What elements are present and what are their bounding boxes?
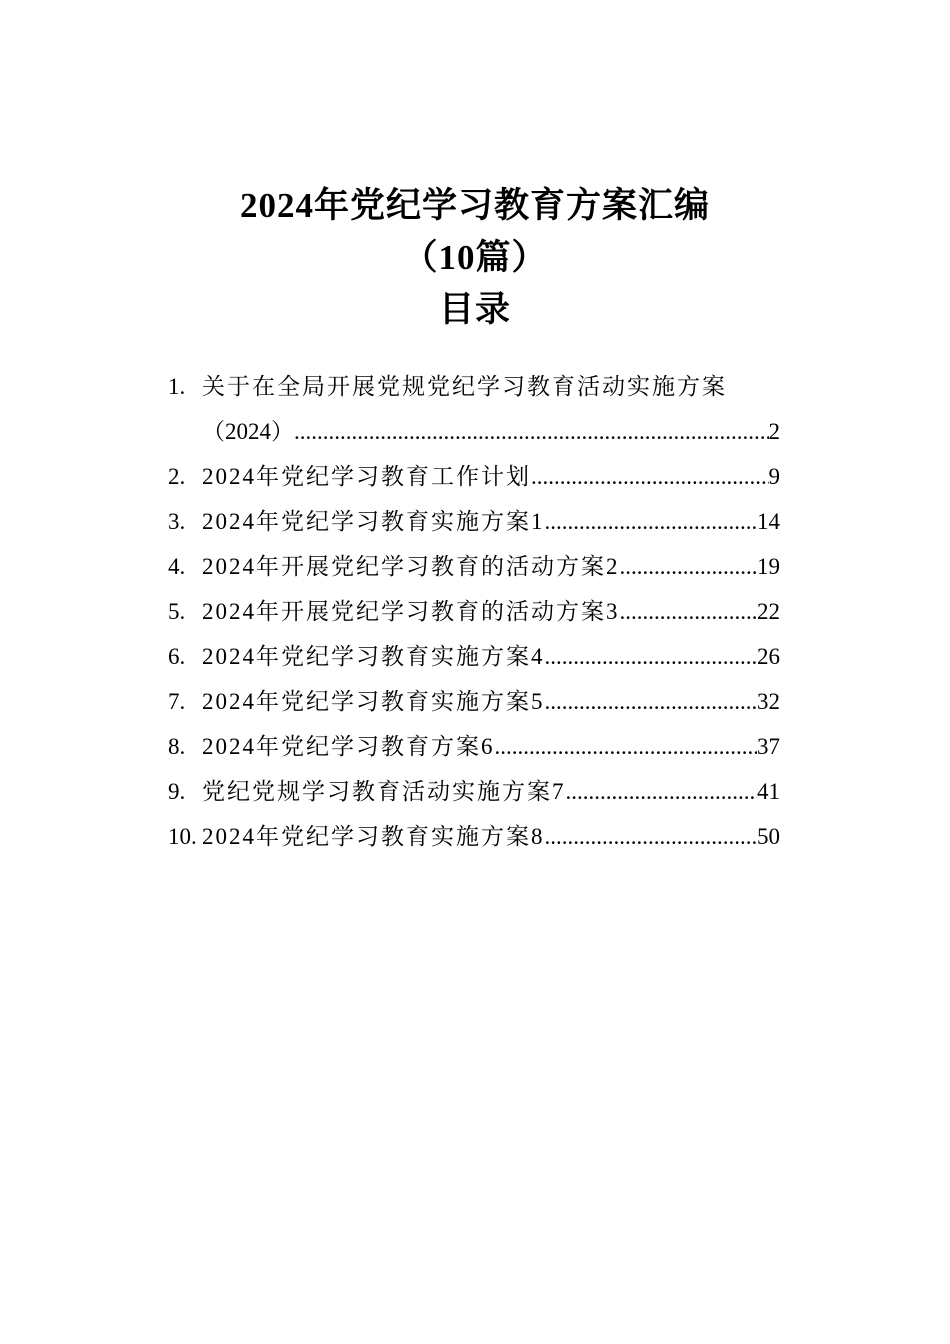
toc-dot-leader <box>566 769 758 814</box>
toc-entry-number: 10. <box>168 824 197 849</box>
toc-entry-title: 党纪党规学习教育活动实施方案7 <box>202 779 566 804</box>
toc-entry-title: 2024年开展党纪学习教育的活动方案2 <box>202 554 620 579</box>
toc-entry-page: 32 <box>757 689 780 714</box>
toc-entry-6[interactable] <box>168 634 780 679</box>
toc-dot-leader <box>545 634 758 679</box>
toc-entry-title: 2024年党纪学习教育方案6 <box>202 734 495 759</box>
toc-dot-leader <box>294 409 769 454</box>
toc-entry-number: 2. <box>168 464 186 489</box>
toc-entry-7[interactable] <box>168 679 780 724</box>
toc-entry-title: 2024年开展党纪学习教育的活动方案3 <box>202 599 620 624</box>
toc-entry-title: 2024年党纪学习教育实施方案5 <box>202 689 545 714</box>
toc-dot-leader <box>545 814 758 859</box>
toc-entry-page: 37 <box>757 734 780 759</box>
toc-dot-leader <box>531 454 769 499</box>
toc-heading: 目录 <box>438 290 511 329</box>
toc-dot-leader <box>620 544 758 589</box>
toc-entry-title-continued: （2024） <box>202 419 294 444</box>
document-subtitle-count: （10篇） <box>402 238 548 277</box>
toc-entry-9[interactable] <box>168 769 780 814</box>
toc-dot-leader <box>620 589 758 634</box>
toc-entry-number: 8. <box>168 734 186 759</box>
toc-entry-2[interactable] <box>168 454 780 499</box>
toc-entry-10[interactable] <box>168 814 780 859</box>
toc-entry-title: 关于在全局开展党规党纪学习教育活动实施方案 <box>202 374 727 399</box>
toc-entry-title: 2024年党纪学习教育实施方案8 <box>202 824 545 849</box>
toc-entry-title: 2024年党纪学习教育实施方案4 <box>202 644 545 669</box>
toc-dot-leader <box>545 499 758 544</box>
toc-entry-title: 2024年党纪学习教育实施方案1 <box>202 509 545 534</box>
toc-entry-page: 14 <box>757 509 780 534</box>
title-block <box>0 180 950 336</box>
toc-entry-title: 2024年党纪学习教育工作计划 <box>202 464 531 489</box>
table-of-contents <box>168 364 780 859</box>
toc-entry-page: 41 <box>757 779 780 804</box>
toc-dot-leader <box>495 724 758 769</box>
toc-entry-number: 1. <box>168 374 186 399</box>
toc-entry-page: 50 <box>757 824 780 849</box>
toc-entry-page: 22 <box>757 599 780 624</box>
toc-entry-number: 7. <box>168 689 186 714</box>
toc-entry-number: 3. <box>168 509 186 534</box>
toc-entry-8[interactable] <box>168 724 780 769</box>
toc-entry-page: 19 <box>757 554 780 579</box>
toc-entry-number: 6. <box>168 644 186 669</box>
toc-entry-page: 26 <box>757 644 780 669</box>
toc-entry-4[interactable] <box>168 544 780 589</box>
toc-entry-3[interactable] <box>168 499 780 544</box>
toc-dot-leader <box>545 679 758 724</box>
toc-entry-number: 9. <box>168 779 186 804</box>
toc-entry-1[interactable] <box>168 364 780 454</box>
toc-entry-page: 9 <box>768 464 780 489</box>
document-title: 2024年党纪学习教育方案汇编 <box>239 186 710 225</box>
toc-entry-page: 2 <box>768 419 780 444</box>
toc-entry-number: 4. <box>168 554 186 579</box>
toc-entry-5[interactable] <box>168 589 780 634</box>
toc-entry-number: 5. <box>168 599 186 624</box>
